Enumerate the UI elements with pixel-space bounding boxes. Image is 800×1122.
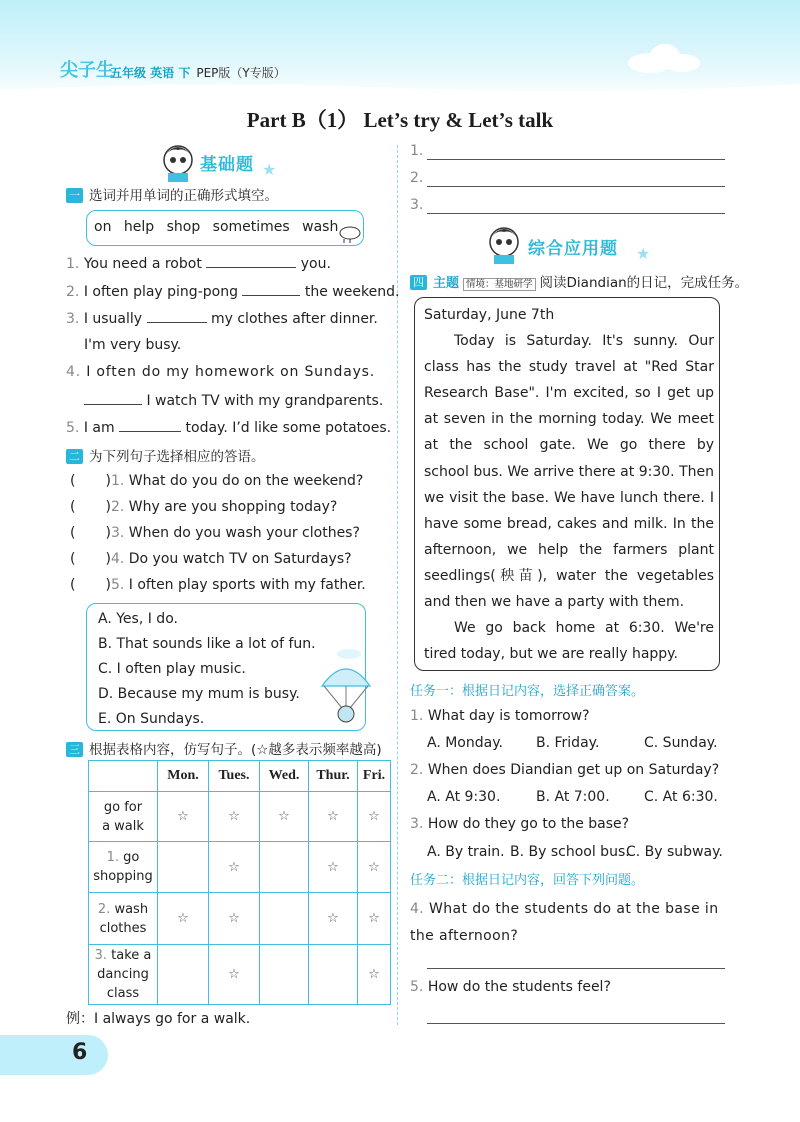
mc-option[interactable]: A. At 9:30. [427, 789, 501, 805]
diary-paragraph-1: Today is Saturday. It's sunny. Our class has the study travel at "Red Star Research Base". I'm excited, so I get up at seven in the morning today. We meet at the school gate. We go there by school bus. We arrive there at 9:30. Then we visit the base. We have lunch there. I have some bread, cakes and milk. In the afternoon, we help the farmers plant seedlings(秧苗), water the vegetables and then we have a party with them. [424, 333, 714, 611]
item-post: you. [300, 256, 331, 272]
star-cell [260, 945, 309, 1005]
option-b: B. That sounds like a lot of fun. [98, 636, 316, 652]
q-text: How do the students feel? [427, 979, 611, 995]
answer-line[interactable] [427, 1023, 725, 1024]
star-cell: ☆ [358, 842, 391, 893]
column-divider [397, 145, 398, 1025]
example-sentence: 例：I always go for a walk. [66, 1011, 251, 1027]
diary-date: Saturday, June 7th [424, 307, 555, 323]
answer-blank[interactable] [147, 308, 207, 323]
star-cell [158, 842, 209, 893]
item-num: 2. [110, 499, 125, 515]
q-text: What day is tomorrow? [427, 708, 590, 724]
mc-question-3 [410, 814, 629, 834]
answer-blank[interactable] [206, 253, 296, 268]
item-pre: I usually [83, 311, 143, 327]
logo: 尖子生 [60, 60, 114, 81]
answer-line-3 [410, 195, 423, 215]
table-row [89, 842, 391, 893]
star-cell: ☆ [358, 893, 391, 945]
q1-item-2 [66, 281, 399, 302]
row-label [89, 893, 158, 945]
item-text: I often play sports with my father. [128, 577, 366, 593]
mc-option[interactable]: B. At 7:00. [536, 789, 610, 805]
q2-item-3: ( )3. When do you wash your clothes? [70, 525, 360, 541]
item-num: 3. [66, 311, 80, 327]
star-cell: ☆ [209, 893, 260, 945]
item-num: 3. [110, 525, 125, 541]
item-num: 4. [110, 551, 125, 567]
item-post: my clothes after dinner. [210, 311, 378, 327]
item-num: 5. [110, 577, 125, 593]
row-num: 1. [106, 850, 120, 865]
star-cell: ☆ [358, 792, 391, 842]
row-num: 3. [94, 948, 108, 963]
parachute-icon [318, 660, 374, 726]
answer-line-2 [410, 168, 423, 188]
q1-item-5 [66, 417, 391, 438]
page-number-tab [0, 1035, 108, 1075]
q2-item-5: ( )5. I often play sports with my father. [70, 577, 366, 593]
q-text: When does Diandian get up on Saturday? [427, 762, 720, 778]
q2-instruction [66, 445, 265, 465]
q-num: 3. [410, 816, 424, 832]
q2-badge: 二 [66, 449, 83, 464]
col-header: Thur. [309, 761, 358, 792]
star-cell [260, 893, 309, 945]
item-text: What do you do on the weekend? [128, 473, 364, 489]
answer-line[interactable] [427, 213, 725, 214]
q1-item-3 [66, 308, 378, 329]
star-cell: ☆ [309, 792, 358, 842]
mc-option[interactable]: C. Sunday. [644, 735, 718, 751]
item-text: Do you watch TV on Saturdays? [128, 551, 352, 567]
star-cell [309, 945, 358, 1005]
page-title: Part B（1） Let’s try & Let’s talk [246, 108, 554, 132]
mascot-icon [484, 222, 524, 268]
q-text: How do they go to the base? [427, 816, 630, 832]
theme-tag: 主题 [433, 276, 460, 291]
cloud-icon [620, 38, 710, 78]
frequency-table [88, 760, 391, 1005]
row-label-text: go shopping [93, 850, 153, 884]
answer-line-1 [410, 141, 423, 161]
row-num: 2. [97, 901, 111, 917]
line-num: 2. [410, 170, 424, 186]
q2-item-1: ( )1. What do you do on the weekend? [70, 473, 364, 489]
star-cell [260, 842, 309, 893]
item-num: 4. [66, 364, 81, 380]
q3-instruction [66, 738, 382, 758]
item-pre: I often do my homework on Sundays. [86, 364, 375, 380]
q-text: What do the students do at the base in the afternoon? [410, 901, 719, 944]
cloud-tiny-icon [336, 646, 362, 660]
diary-paragraph-2: We go back home at 6:30. We're tired today, but we are really happy. [424, 620, 714, 663]
table-corner [89, 761, 158, 792]
answer-line[interactable] [427, 186, 725, 187]
line-num: 1. [410, 143, 424, 159]
header-wave [0, 78, 800, 98]
q1-item-3-cont: I'm very busy. [84, 337, 182, 353]
star-cell: ☆ [209, 945, 260, 1005]
row-label-text: take a dancing class [97, 948, 152, 1001]
q1-text: 选词并用单词的正确形式填空。 [89, 188, 278, 204]
task-2-label: 任务二：根据日记内容，回答下列问题。 [410, 873, 645, 888]
q-num: 1. [410, 708, 424, 724]
edition-label: PEP版（Y专版） [196, 66, 286, 80]
item-text: When do you wash your clothes? [128, 525, 360, 541]
option-d: D. Because my mum is busy. [98, 686, 300, 702]
item-pre: I often play ping-pong [83, 284, 238, 300]
q3-text: 根据表格内容，仿写句子。(☆越多表示频率越高) [89, 742, 382, 758]
row-label [89, 792, 158, 842]
q1-item-1 [66, 253, 331, 274]
star-cell: ☆ [158, 792, 209, 842]
mc-option[interactable]: C. By subway. [626, 844, 723, 860]
word-bank: on help shop sometimes wash [94, 219, 339, 235]
item-post: the weekend. [304, 284, 400, 300]
table-row [89, 945, 391, 1005]
q4-text: 阅读Diandian的日记，完成任务。 [539, 275, 749, 291]
diary-text [424, 302, 714, 667]
star-cell: ☆ [260, 792, 309, 842]
mc-question-2 [410, 760, 719, 780]
col-header: Tues. [209, 761, 260, 792]
col-header: Fri. [358, 761, 391, 792]
star-cell: ☆ [158, 893, 209, 945]
star-cell: ☆ [309, 842, 358, 893]
q1-item-4 [66, 362, 375, 382]
mc-question-1 [410, 706, 590, 726]
grade-label: 五年级 英语 下 [110, 66, 191, 80]
q1-instruction [66, 184, 278, 204]
mc-option[interactable]: A. Monday. [427, 735, 503, 751]
q4-instruction [410, 271, 748, 291]
answer-blank[interactable] [84, 390, 142, 405]
answer-line[interactable] [427, 968, 725, 969]
option-a: A. Yes, I do. [98, 611, 178, 627]
table-row [89, 893, 391, 945]
option-c: C. I often play music. [98, 661, 246, 677]
col-header: Wed. [260, 761, 309, 792]
q-num: 2. [410, 762, 424, 778]
col-header: Mon. [158, 761, 209, 792]
q1-badge: 一 [66, 188, 83, 203]
star-cell: ☆ [209, 792, 260, 842]
open-question-5 [410, 977, 611, 997]
star-cell: ☆ [358, 945, 391, 1005]
item-pre: I am [83, 420, 115, 436]
answer-line[interactable] [427, 159, 725, 160]
row-label [89, 842, 158, 893]
mascot-icon [158, 140, 198, 184]
mc-option[interactable]: B. By school bus. [510, 844, 630, 860]
star-cell [158, 945, 209, 1005]
row-label-text: go for a walk [102, 799, 144, 834]
row-label-text: wash clothes [99, 901, 149, 936]
item-num: 1. [66, 256, 80, 272]
option-e: E. On Sundays. [98, 711, 205, 727]
q1-item-4-cont [84, 390, 383, 411]
item-num: 2. [66, 284, 80, 300]
page-number: 6 [72, 1040, 88, 1065]
header-subtitle [110, 64, 286, 81]
item-post: I watch TV with my grandparents. [146, 393, 384, 409]
star-icon: ★ [636, 244, 651, 263]
answer-blank[interactable] [119, 417, 181, 432]
q2-text: 为下列句子选择相应的答语。 [89, 449, 265, 465]
item-text: Why are you shopping today? [128, 499, 338, 515]
line-num: 3. [410, 197, 424, 213]
item-num: 5. [66, 420, 80, 436]
row-label [89, 945, 158, 1005]
answer-blank[interactable] [242, 281, 300, 296]
star-icon: ★ [262, 160, 277, 179]
item-num: 1. [110, 473, 125, 489]
item-pre: You need a robot [83, 256, 202, 272]
task-1-label: 任务一：根据日记内容，选择正确答案。 [410, 684, 645, 699]
star-cell: ☆ [309, 893, 358, 945]
q-num: 5. [410, 979, 424, 995]
mc-option[interactable]: C. At 6:30. [644, 789, 718, 805]
basic-heading: 基础题 [200, 155, 254, 175]
open-question-4 [410, 896, 726, 950]
q3-badge: 三 [66, 742, 83, 757]
mc-option[interactable]: B. Friday. [536, 735, 600, 751]
item-post: today. I’d like some potatoes. [185, 420, 392, 436]
q-num: 4. [410, 901, 425, 917]
q4-badge: 四 [410, 275, 427, 290]
q2-item-4: ( )4. Do you watch TV on Saturdays? [70, 551, 352, 567]
q2-item-2: ( )2. Why are you shopping today? [70, 499, 338, 515]
context-tag: 情境：基地研学 [463, 278, 536, 291]
cloud-small-icon [338, 224, 362, 244]
mc-option[interactable]: A. By train. [427, 844, 505, 860]
star-cell: ☆ [209, 842, 260, 893]
table-row [89, 792, 391, 842]
applied-heading: 综合应用题 [528, 239, 618, 259]
